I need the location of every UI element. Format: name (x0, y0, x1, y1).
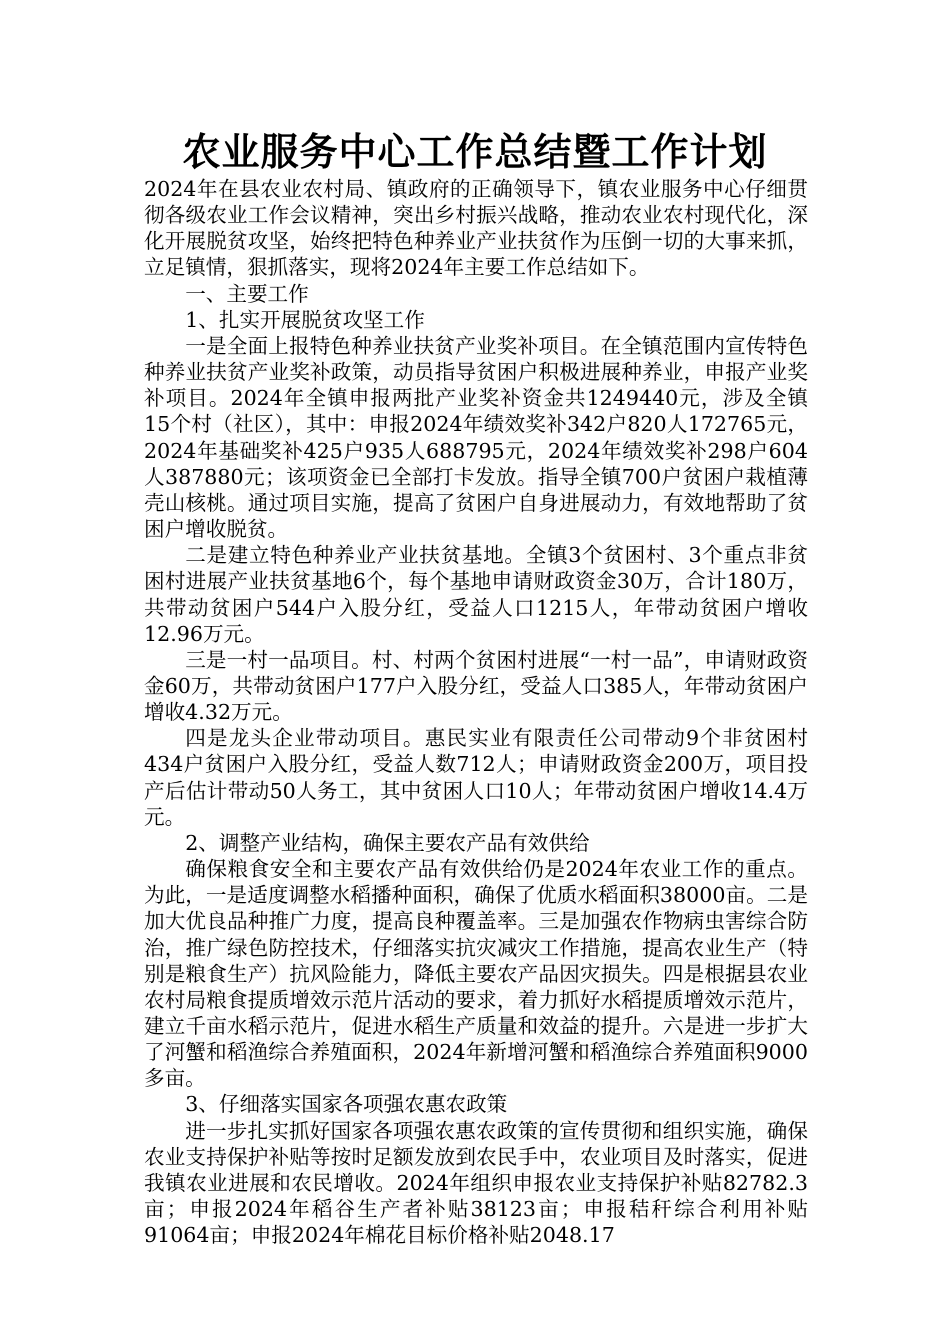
paragraph-leading-enterprise: 四是龙头企业带动项目。惠民实业有限责任公司带动9个非贫困村434户贫困户入股分红，受益人数712人；申请财政资金200万，项目投产后估计带动50人务工，其中贫困人口10人；年带动贫困户增收14.4万元。 (144, 726, 808, 829)
document-body (144, 176, 808, 1248)
section-heading-main-work: 一、主要工作 (185, 281, 309, 306)
paragraph-grain-security: 确保粮食安全和主要农产品有效供给仍是2024年农业工作的重点。为此，一是适度调整水稻播种面积，确保了优质水稻面积38000亩。二是加大优良品种推广力度，提高良种覆盖率。三是加强农作物病虫害综合防治，推广绿色防控技术，仔细落实抗灾减灾工作措施，提高农业生产（特别是粮食生产）抗风险能力，降低主要农产品因灾损失。四是根据县农业农村局粮食提质增效示范片活动的要求，着力抓好水稻提质增效示范片，建立千亩水稻示范片，促进水稻生产质量和效益的提升。六是进一步扩大了河蟹和稻渔综合养殖面积，2024年新增河蟹和稻渔综合养殖面积9000多亩。 (144, 857, 808, 1091)
paragraph-one-village-one-product: 三是一村一品项目。村、村两个贫困村进展“一村一品”，申请财政资金60万，共带动贫困户177户入股分红，受益人口385人，年带动贫困户增收4.32万元。 (144, 647, 808, 725)
paragraph-industry-base: 二是建立特色种养业产业扶贫基地。全镇3个贫困村、3个重点非贫困村进展产业扶贫基地6个，每个基地申请财政资金30万，合计180万，共带动贫困户544户入股分红，受益人口1215人，年带动贫困户增收12.96万元。 (144, 543, 808, 646)
document-title: 农业服务中心工作总结暨工作计划 (182, 130, 768, 174)
subsection-heading-poverty-alleviation: 1、扎实开展脱贫攻坚工作 (185, 307, 425, 332)
paragraph-industry-subsidy: 一是全面上报特色种养业扶贫产业奖补项目。在全镇范围内宣传特色种养业扶贫产业奖补政策，动员指导贫困户积极进展种养业，申报产业奖补项目。2024年全镇申报两批产业奖补资金共1249440元，涉及全镇15个村（社区），其中：申报2024年绩效奖补342户820人172765元，2024年基础奖补425户935人688795元，2024年绩效奖补298户604人387880元；该项资金已全部打卡发放。指导全镇700户贫困户栽植薄壳山核桃。通过项目实施，提高了贫困户自身进展动力，有效地帮助了贫困户增收脱贫。 (144, 333, 808, 542)
subsection-heading-policies: 3、仔细落实国家各项强农惠农政策 (185, 1092, 508, 1117)
subsection-heading-industry-structure: 2、调整产业结构，确保主要农产品有效供给 (185, 830, 590, 855)
paragraph-policy-implementation: 进一步扎实抓好国家各项强农惠农政策的宣传贯彻和组织实施，确保农业支持保护补贴等按时足额发放到农民手中，农业项目及时落实，促进我镇农业进展和农民增收。2024年组织申报农业支持保护补贴82782.3亩；申报2024年稻谷生产者补贴38123亩；申报秸秆综合利用补贴91064亩；申报2024年棉花目标价格补贴2048.17 (144, 1118, 808, 1248)
intro-paragraph: 2024年在县农业农村局、镇政府的正确领导下，镇农业服务中心仔细贯彻各级农业工作会议精神，突出乡村振兴战略，推动农业农村现代化，深化开展脱贫攻坚，始终把特色种养业产业扶贫作为压倒一切的大事来抓，立足镇情，狠抓落实，现将2024年主要工作总结如下。 (144, 177, 808, 280)
